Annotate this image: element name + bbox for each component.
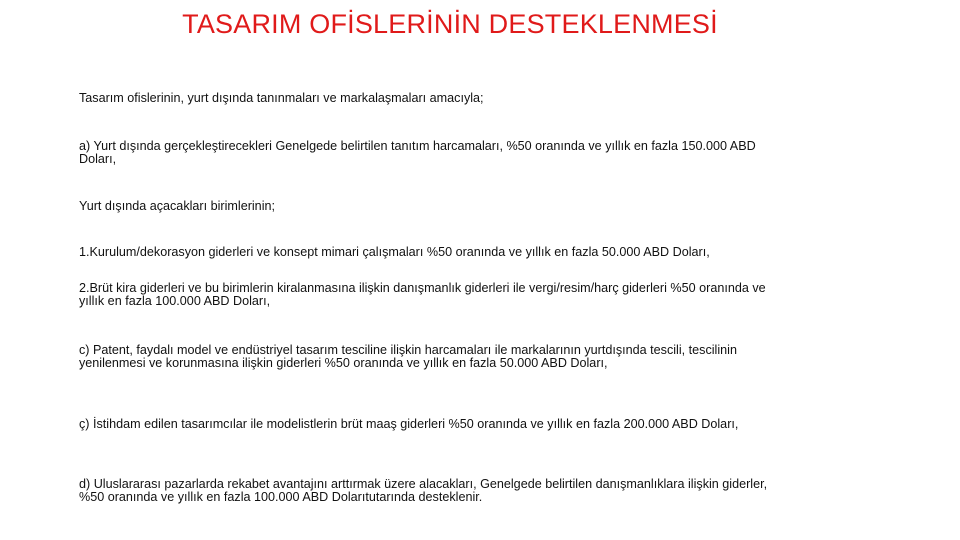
item-c-paragraph: c) Patent, faydalı model ve endüstriyel tasarım tesciline ilişkin harcamaları ile markalarının yurtdışında tescili, tescilinin yenilenmesi ve korunmasına ilişkin giderleri %50 oranında ve yıllık en fazla 50.000 ABD Doları, <box>79 343 737 370</box>
item-1-paragraph: 1.Kurulum/dekorasyon giderleri ve konsept mimari çalışmaları %50 oranında ve yıllık en fazla 50.000 ABD Doları, <box>79 245 710 259</box>
units-paragraph: Yurt dışında açacakları birimlerinin; <box>79 199 275 213</box>
intro-paragraph: Tasarım ofislerinin, yurt dışında tanınmaları ve markalaşmaları amacıyla; <box>79 91 484 105</box>
item-cc-paragraph: ç) İstihdam edilen tasarımcılar ile modelistlerin brüt maaş giderleri %50 oranında ve yıllık en fazla 200.000 ABD Doları, <box>79 417 739 431</box>
item-a-paragraph: a) Yurt dışında gerçekleştirecekleri Genelgede belirtilen tanıtım harcamaları, %50 oranında ve yıllık en fazla 150.000 ABD Doları, <box>79 139 756 166</box>
page-title: TASARIM OFİSLERİNİN DESTEKLENMESİ <box>182 9 718 39</box>
item-d-paragraph: d) Uluslararası pazarlarda rekabet avantajını arttırmak üzere alacakları, Genelgede belirtilen danışmanlıklara ilişkin giderler, %50 oranında ve yıllık en fazla 100.000 ABD Dolarıtutarında desteklenir. <box>79 477 768 504</box>
item-2-paragraph: 2.Brüt kira giderleri ve bu birimlerin kiralanmasına ilişkin danışmanlık giderleri ile vergi/resim/harç giderleri %50 oranında ve yıllık en fazla 100.000 ABD Doları, <box>79 281 766 308</box>
